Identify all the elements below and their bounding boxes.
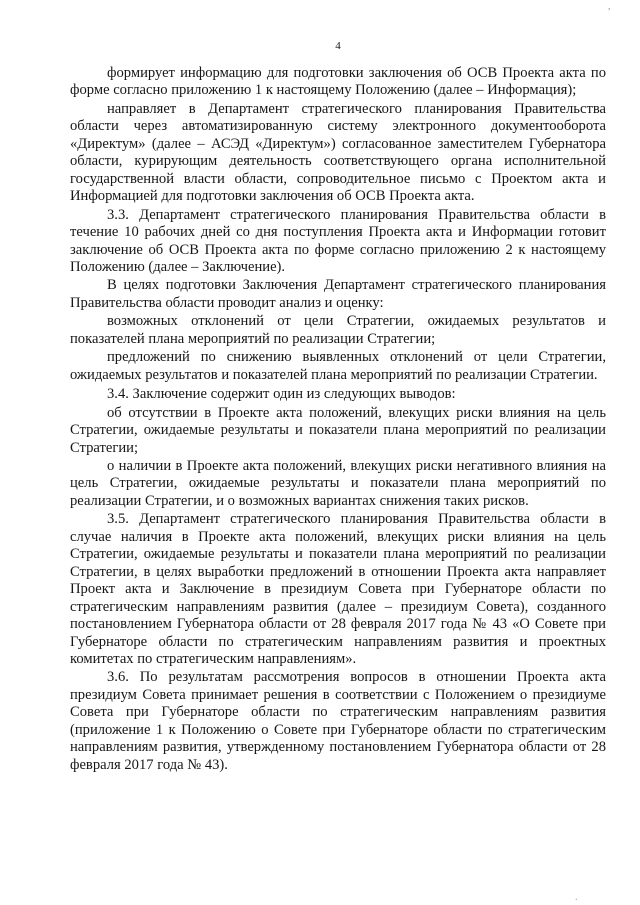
- paragraph-3-3: 3.3. Департамент стратегического планирования Правительства области в течение 10 рабочих дней со дня поступления Проекта акта и Информации готовит заключение об ОСВ Проекта акта по форме согласно приложению 2 к настоящему Положению (далее – Заключение).: [70, 206, 606, 275]
- document-page: [70, 0, 606, 905]
- paragraph-proposals: предложений по снижению выявленных отклонений от цели Стратегии, ожидаемых результатов и показателей плана мероприятий по реализации Стратегии.: [70, 349, 606, 383]
- paragraph-3-6: 3.6. По результатам рассмотрения вопросов в отношении Проекта акта президиум Совета принимает решения в соответствии с Положением о президиуме Совета при Губернаторе области по стратегическим направлениям развития (приложение 1 к Положению о Совете при Губернаторе области по стратегическим направлениям развития, утвержденному постановлением Губернатора области от 28 февраля 2017 года № 43).: [70, 669, 606, 773]
- paragraph-send-to-department: направляет в Департамент стратегического планирования Правительства области через автоматизированную систему электронного документооборота «Директум» (далее – АСЭД «Директум») согласованное заместителем Губернатора области, курирующим деятельность соответствующего органа исполнительной государственной власти области, сопроводительное письмо с Проектом акта и Информацией для подготовки заключения об ОСВ Проекта акта.: [70, 100, 606, 205]
- paragraph-risks-present: о наличии в Проекте акта положений, влекущих риски негативного влияния на цель Стратегии, ожидаемые результаты и показатели плана мероприятий по реализации Стратегии, и о возможных вариантах снижения таких рисков.: [70, 457, 606, 509]
- document-body: [70, 65, 606, 774]
- paragraph-3-4: 3.4. Заключение содержит один из следующих выводов:: [107, 386, 456, 403]
- paragraph-deviations: возможных отклонений от цели Стратегии, ожидаемых результатов и показателей плана мероприятий по реализации Стратегии;: [70, 313, 606, 347]
- paragraph-3-5: 3.5. Департамент стратегического планирования Правительства области в случае наличия в Проекте акта положений, влекущих риски влияния на цель Стратегии, ожидаемые результаты и показатели плана мероприятий по реализации Стратегии, в целях выработки предложений в отношении Проекта акта направляет Проект акта и Заключение в президиум Совета при Губернаторе области по стратегическим направлениям развития (далее – президиум Совета), созданного постановлением Губернатора области от 28 февраля 2017 года № 43 «О Совете при Губернаторе области по стратегическим направлениям развития и проектных комитетах по стратегическим направлениям».: [70, 511, 606, 667]
- paragraph-analysis-intro: В целях подготовки Заключения Департамент стратегического планирования Правительства области проводит анализ и оценку:: [70, 277, 606, 311]
- scan-artifact-mark: ,: [608, 1, 611, 12]
- paragraph-no-risks: об отсутствии в Проекте акта положений, влекущих риски влияния на цель Стратегии, ожидаемые результаты и показатели плана мероприятий по реализации Стратегии;: [70, 404, 606, 456]
- page-number: 4: [335, 40, 341, 52]
- paragraph-information: формирует информацию для подготовки заключения об ОСВ Проекта акта по форме согласно приложению 1 к настоящему Положению (далее – Информация);: [70, 65, 606, 99]
- scan-artifact-mark: .: [575, 892, 578, 903]
